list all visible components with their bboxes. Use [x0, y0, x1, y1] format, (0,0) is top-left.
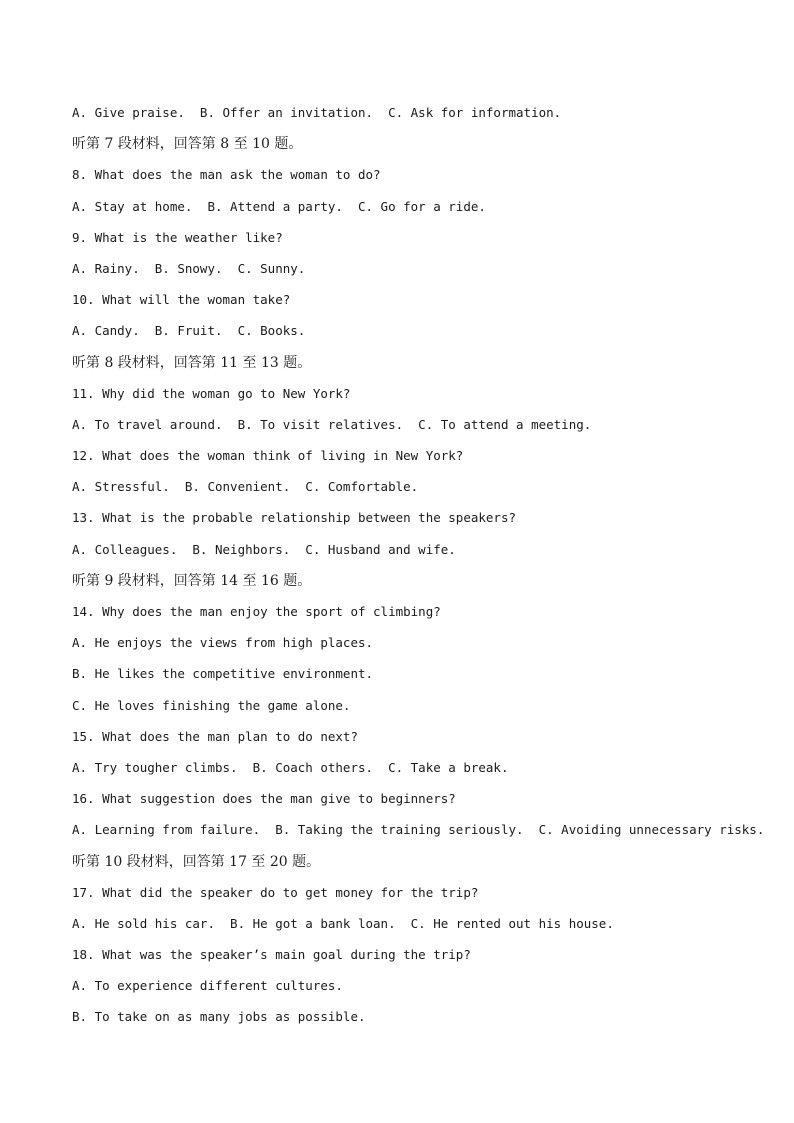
- answer-options: A. Try tougher climbs. B. Coach others. C. Take a break.: [72, 759, 509, 775]
- section-heading: 听第 10 段材料，回答第 17 至 20 题。: [72, 853, 321, 870]
- answer-options: C. He loves finishing the game alone.: [72, 697, 351, 713]
- answer-options: B. To take on as many jobs as possible.: [72, 1009, 366, 1025]
- question-text: 16. What suggestion does the man give to beginners?: [72, 791, 456, 807]
- answer-options: A. Rainy. B. Snowy. C. Sunny.: [72, 260, 306, 276]
- section-heading: 听第 9 段材料，回答第 14 至 16 题。: [72, 572, 312, 589]
- question-text: 12. What does the woman think of living in New York?: [72, 448, 464, 464]
- answer-options: A. He sold his car. B. He got a bank loan. C. He rented out his house.: [72, 915, 614, 931]
- answer-options: A. Give praise. B. Offer an invitation. C. Ask for information.: [72, 105, 562, 120]
- question-text: 13. What is the probable relationship between the speakers?: [72, 510, 517, 526]
- answer-options: B. He likes the competitive environment.: [72, 666, 374, 682]
- section-heading: 听第 7 段材料，回答第 8 至 10 题。: [72, 136, 303, 153]
- section-heading: 听第 8 段材料，回答第 11 至 13 题。: [72, 354, 312, 371]
- question-text: 10. What will the woman take?: [72, 292, 291, 308]
- question-text: 9. What is the weather like?: [72, 229, 283, 245]
- answer-options: A. He enjoys the views from high places.: [72, 635, 374, 651]
- question-text: 18. What was the speaker’s main goal during the trip?: [72, 947, 471, 963]
- question-text: 17. What did the speaker do to get money for the trip?: [72, 884, 479, 900]
- question-text: 11. Why did the woman go to New York?: [72, 385, 351, 401]
- question-text: 14. Why does the man enjoy the sport of climbing?: [72, 604, 441, 619]
- question-text: 15. What does the man plan to do next?: [72, 728, 358, 744]
- answer-options: A. Stay at home. B. Attend a party. C. Go for a ride.: [72, 198, 486, 214]
- answer-options: A. Stressful. B. Convenient. C. Comfortable.: [72, 479, 419, 495]
- answer-options: A. To experience different cultures.: [72, 978, 343, 994]
- question-text: 8. What does the man ask the woman to do?: [72, 167, 381, 183]
- answer-options: A. To travel around. B. To visit relatives. C. To attend a meeting.: [72, 416, 592, 432]
- document-page: [72, 99, 772, 1035]
- answer-options: A. Candy. B. Fruit. C. Books.: [72, 323, 306, 339]
- answer-options: A. Learning from failure. B. Taking the training seriously. C. Avoiding unnecessary risks.: [72, 822, 765, 838]
- answer-options: A. Colleagues. B. Neighbors. C. Husband and wife.: [72, 541, 456, 557]
